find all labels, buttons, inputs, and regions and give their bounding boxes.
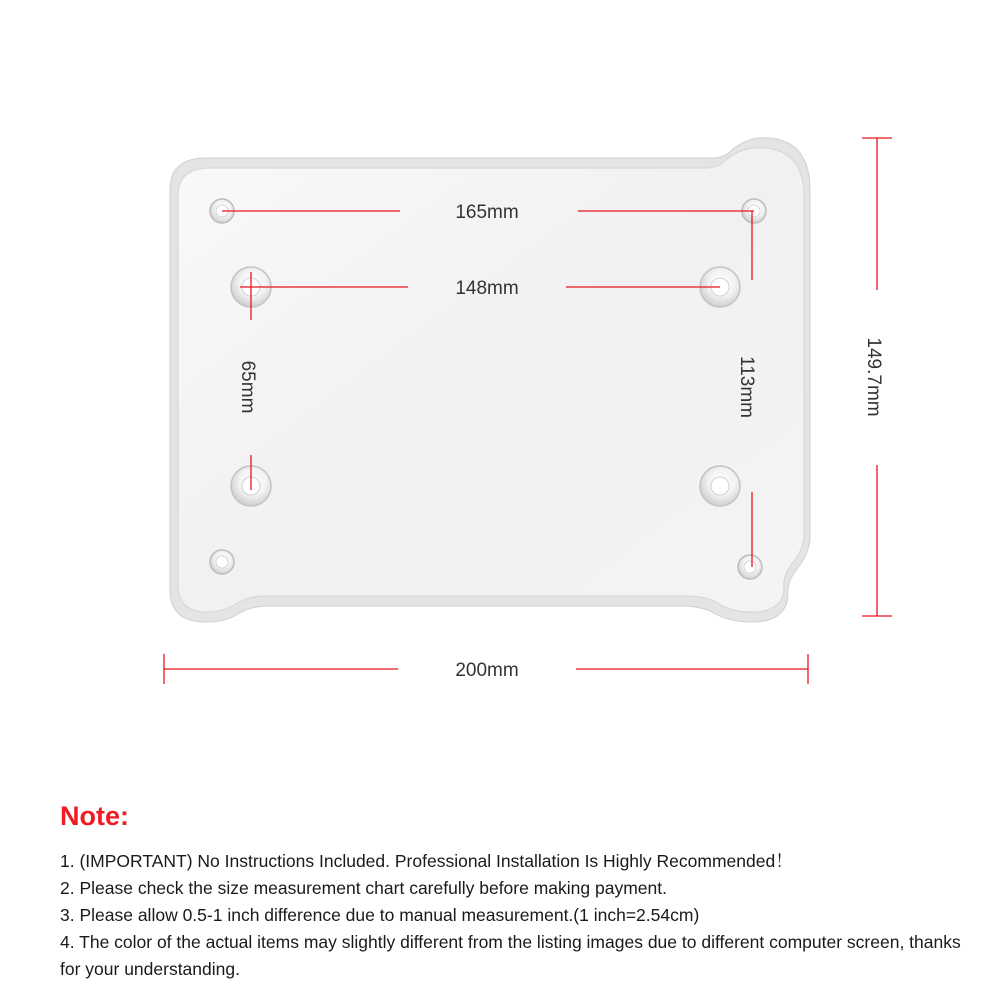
note-title: Note: — [60, 801, 129, 831]
dim-label-165: 165mm — [455, 202, 519, 223]
note-section — [60, 798, 980, 983]
note-list — [60, 848, 980, 983]
note-item-2: 2. Please check the size measurement chart carefully before making payment. — [60, 878, 667, 898]
small-hole-bottom-left — [210, 550, 234, 574]
note-item-4: 4. The color of the actual items may slightly different from the listing images due to different computer screen, thanks for your understanding. — [60, 932, 961, 979]
note-item-1: 1. (IMPORTANT) No Instructions Included. Professional Installation Is Highly Recommended！ — [60, 851, 793, 871]
note-item-3: 3. Please allow 0.5-1 inch difference due to manual measurement.(1 inch=2.54cm) — [60, 905, 700, 925]
small-hole-bottom-right — [738, 555, 762, 579]
dim-label-149-7: 149.7mm — [863, 337, 884, 417]
dim-label-148: 148mm — [455, 278, 519, 299]
dim-label-113: 113mm — [736, 356, 757, 418]
large-hole-lower-right — [700, 466, 740, 506]
dim-label-200: 200mm — [455, 660, 519, 681]
dim-label-65: 65mm — [237, 360, 258, 414]
